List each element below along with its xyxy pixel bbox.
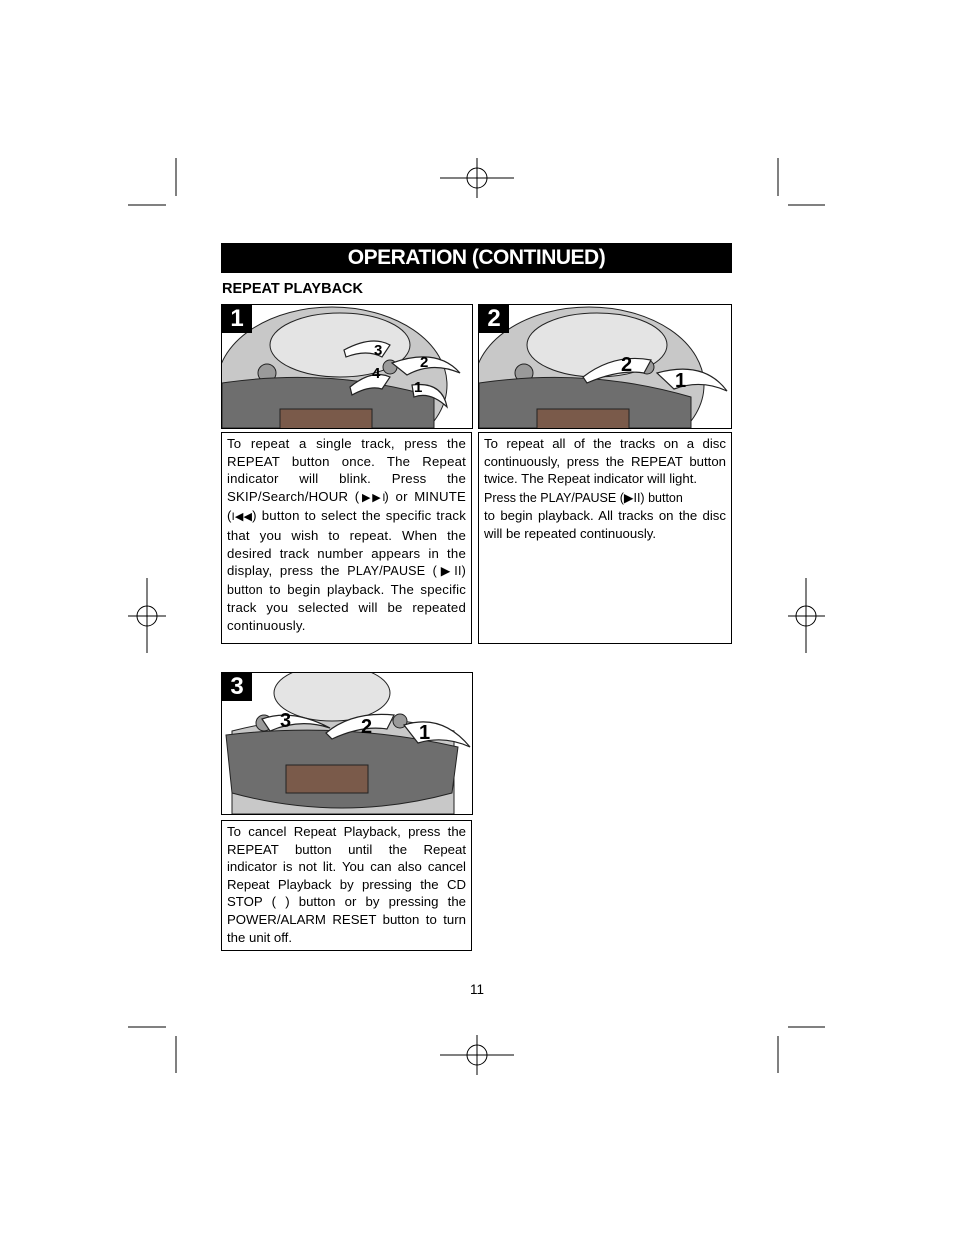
- step-1-illustration: [221, 304, 473, 429]
- section-title: REPEAT PLAYBACK: [222, 281, 363, 297]
- instruction-text: To cancel Repeat Playback, press the REPEAT button until the Repeat indicator is not lit. You can also cancel Repeat Playback by pressing the CD STOP ( ) button or by pressing the POWER/ALARM RESET button to turn the unit off.: [227, 824, 466, 945]
- step-2-illustration: [478, 304, 732, 429]
- step-3-instructions: [221, 820, 472, 951]
- arrow-label: 4: [372, 365, 381, 382]
- instruction-text: to begin playback. The specific track you selected will be repeated continuously.: [227, 581, 466, 633]
- arrow-label: 1: [675, 370, 687, 392]
- arrow-label: 1: [419, 722, 431, 744]
- page-number: 11: [469, 982, 484, 997]
- instruction-text: ) button to select the specific track that you wish to repeat. When the desired track number appears in the display, press the: [227, 508, 466, 579]
- arrow-label: 3: [280, 710, 292, 732]
- step-2-instructions: [478, 432, 732, 644]
- display-window: [280, 409, 372, 428]
- instruction-text: To repeat a single track, press the REPEAT button once. The Repeat indicator will blink. Press the SKIP/Search/HOUR (: [227, 436, 466, 504]
- device-image: [222, 305, 472, 428]
- step-1-instructions: [221, 432, 472, 644]
- step-1-badge: 1: [222, 305, 252, 333]
- step-2-badge: 2: [479, 305, 509, 333]
- arrow-label: 2: [420, 354, 429, 371]
- device-image: [479, 305, 731, 428]
- arrow-label: 2: [621, 354, 633, 376]
- instruction-text: ) or MINUTE (: [227, 488, 466, 524]
- arrow-label: 2: [361, 716, 373, 738]
- instruction-text: to begin playback. All tracks on the disc will be repeated continuously.: [484, 508, 726, 541]
- arrow-label: 3: [374, 342, 383, 359]
- display-window: [537, 409, 629, 428]
- step-3-badge: 3: [222, 673, 252, 701]
- arrow-label: 1: [414, 379, 423, 396]
- play-pause-button-label: PLAY/PAUSE (▶II) button: [227, 564, 466, 597]
- instruction-text: To repeat all of the tracks on a disc continuously, press the REPEAT button twice. The Repeat indicator will light.: [484, 436, 726, 487]
- play-pause-button-label: Press the PLAY/PAUSE (▶II) button: [484, 490, 683, 505]
- skip-forward-icon: ▶▶I: [359, 491, 385, 504]
- display-window: [286, 765, 368, 793]
- step-3-illustration: [221, 672, 473, 815]
- device-image: [222, 673, 472, 814]
- skip-back-icon: I◀◀: [231, 511, 253, 524]
- page-header: OPERATION (CONTINUED): [221, 243, 732, 273]
